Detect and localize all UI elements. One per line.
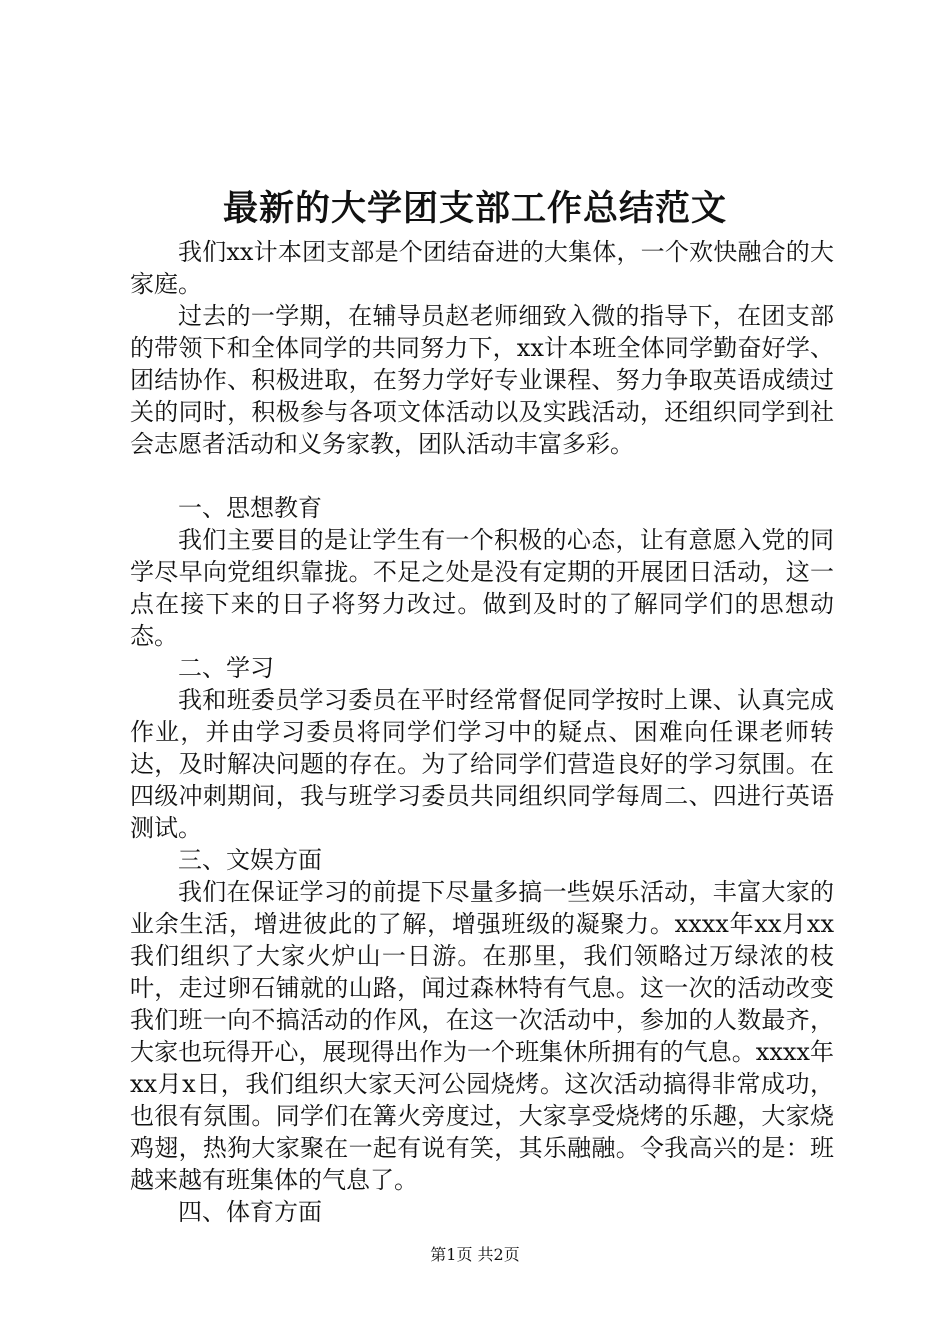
- section-paragraph: 我们在保证学习的前提下尽量多搞一些娱乐活动，丰富大家的业余生活，增进彼此的了解，增强班级的凝聚力。xxxx年xx月xx我们组织了大家火炉山一日游。在那里，我们领略过万绿浓的枝叶，走过卵石铺就的山路，闻过森林特有气息。这一次的活动改变我们班一向不搞活动的作风，在这一次活动中，参加的人数最齐，大家也玩得开心，展现得出作为一个班集休所拥有的气息。xxxx年xx月x日，我们组织大家天河公园烧烤。这次活动搞得非常成功，也很有氛围。同学们在篝火旁度过，大家享受烧烤的乐趣，大家烧鸡翅，热狗大家聚在一起有说有笑，其乐融融。令我高兴的是：班越来越有班集体的气息了。: [130, 878, 834, 1194]
- section-heading: 三、文娱方面: [178, 846, 322, 874]
- section-paragraph: 我和班委员学习委员在平时经常督促同学按时上课、认真完成作业，并由学习委员将同学们学习中的疑点、困难向任课老师转达，及时解决问题的存在。为了给同学们营造良好的学习氛围。在四级冲刺期间，我与班学习委员共同组织同学每周二、四进行英语测试。: [130, 686, 834, 842]
- document-body: [130, 236, 834, 1228]
- section-heading: 一、思想教育: [178, 494, 322, 522]
- paragraph-spacer: [130, 460, 834, 492]
- section-heading: 二、学习: [178, 654, 274, 682]
- intro-paragraph: 我们xx计本团支部是个团结奋进的大集体，一个欢快融合的大家庭。: [130, 238, 834, 298]
- page-footer: 第1页 共2页: [430, 1245, 520, 1264]
- document-title: 最新的大学团支部工作总结范文: [222, 188, 727, 229]
- section-paragraph: 我们主要目的是让学生有一个积极的心态，让有意愿入党的同学尽早向党组织靠拢。不足之处是没有定期的开展团日活动，这一点在接下来的日子将努力改过。做到及时的了解同学们的思想动态。: [130, 526, 834, 650]
- intro-paragraph: 过去的一学期，在辅导员赵老师细致入微的指导下，在团支部的带领下和全体同学的共同努力下，xx计本班全体同学勤奋好学、团结协作、积极进取，在努力学好专业课程、努力争取英语成绩过关的同时，积极参与各项文体活动以及实践活动，还组织同学到社会志愿者活动和义务家教，团队活动丰富多彩。: [130, 302, 834, 458]
- section-heading: 四、体育方面: [178, 1198, 322, 1226]
